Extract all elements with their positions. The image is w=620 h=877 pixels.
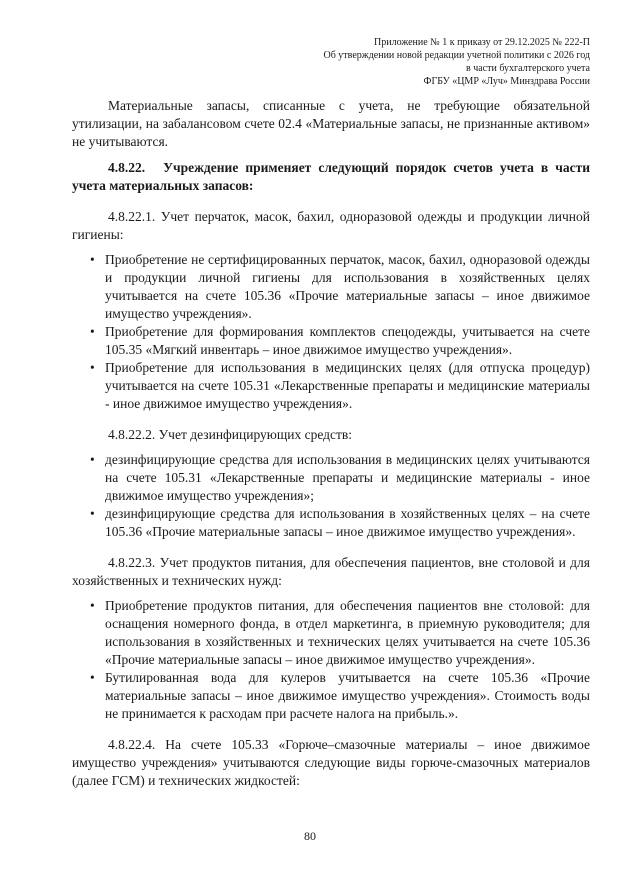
header-line: в части бухгалтерского учета [465,63,590,74]
bullet-item: • Приобретение для формирования комплектов спецодежды, учитывается на счете 105.35 «Мягкий инвентарь – иное движимое имущество учреждения». [105,323,590,359]
header-line: ФГБУ «ЦМР «Луч» Минздрава России [423,76,590,87]
main-heading-number: 4.8.22. [108,160,146,175]
section-1-bullet-list [72,251,590,413]
bullet-item: • Бутилированная вода для кулеров учитывается на счете 105.36 «Прочие материальные запасы – иное движимое имущество учреждения». Стоимость воды не принимается к расходам при расчете налога на прибыль.». [105,669,590,723]
closing-paragraph: 4.8.22.4. На счете 105.33 «Горюче–смазочные материалы – иное движимое имущество учреждения» учитываются следующие виды горюче-смазочных материалов (далее ГСМ) и технических жидкостей: [72,737,590,788]
main-heading [72,159,590,195]
bullet-item: • дезинфицирующие средства для использования в медицинских целях учитываются на счете 105.31 «Лекарственные препараты и медицинские материалы - иное движимое имущество учреждения»; [105,451,590,505]
header-line: Об утверждении новой редакции учетной политики с 2026 год [323,50,590,61]
main-heading-text: Учреждение применяет следующий порядок счетов учета в части учета материальных запасов: [72,160,590,193]
bullet-item: • дезинфицирующие средства для использования в хозяйственных целях – на счете 105.36 «Прочие материальные запасы – иное движимое имущество учреждения». [105,505,590,541]
bullet-item: • Приобретение не сертифицированных перчаток, масок, бахил, одноразовой одежды и продукции личной гигиены для использования в хозяйственных целях учитывается на счете 105.36 «Прочие материальные запасы – иное движимое имущество учреждения». [105,251,590,323]
section-3-bullet-list [72,597,590,723]
section-2-intro: 4.8.22.2. Учет дезинфицирующих средств: [108,427,353,442]
bullet-item: • Приобретение для использования в медицинских целях (для отпуска процедур) учитывается на счете 105.31 «Лекарственные препараты и медицинские материалы - иное движимое имущество учреждения». [105,359,590,413]
section-2-bullet-list [72,451,590,541]
section-1-intro: 4.8.22.1. Учет перчаток, масок, бахил, одноразовой одежды и продукции личной гигиены: [72,209,590,242]
document-header [72,36,590,88]
section-3-intro: 4.8.22.3. Учет продуктов питания, для обеспечения пациентов, вне столовой и для хозяйственных и технических нужд: [72,555,590,588]
intro-paragraph: Материальные запасы, списанные с учета, не требующие обязательной утилизации, на забалансовом счете 02.4 «Материальные запасы, не признанные активом» не учитываются. [72,98,590,149]
bullet-item: • Приобретение продуктов питания, для обеспечения пациентов вне столовой: для оснащения номерного фонда, в отдел маркетинга, в приемную руководителя; для использования в хозяйственных и технических целях учитывается на счете 105.36 «Прочие материальные запасы – иное движимое имущество учреждения». [105,597,590,669]
page-number: 80 [304,829,316,843]
header-line: Приложение № 1 к приказу от 29.12.2025 № 222-П [374,37,590,48]
